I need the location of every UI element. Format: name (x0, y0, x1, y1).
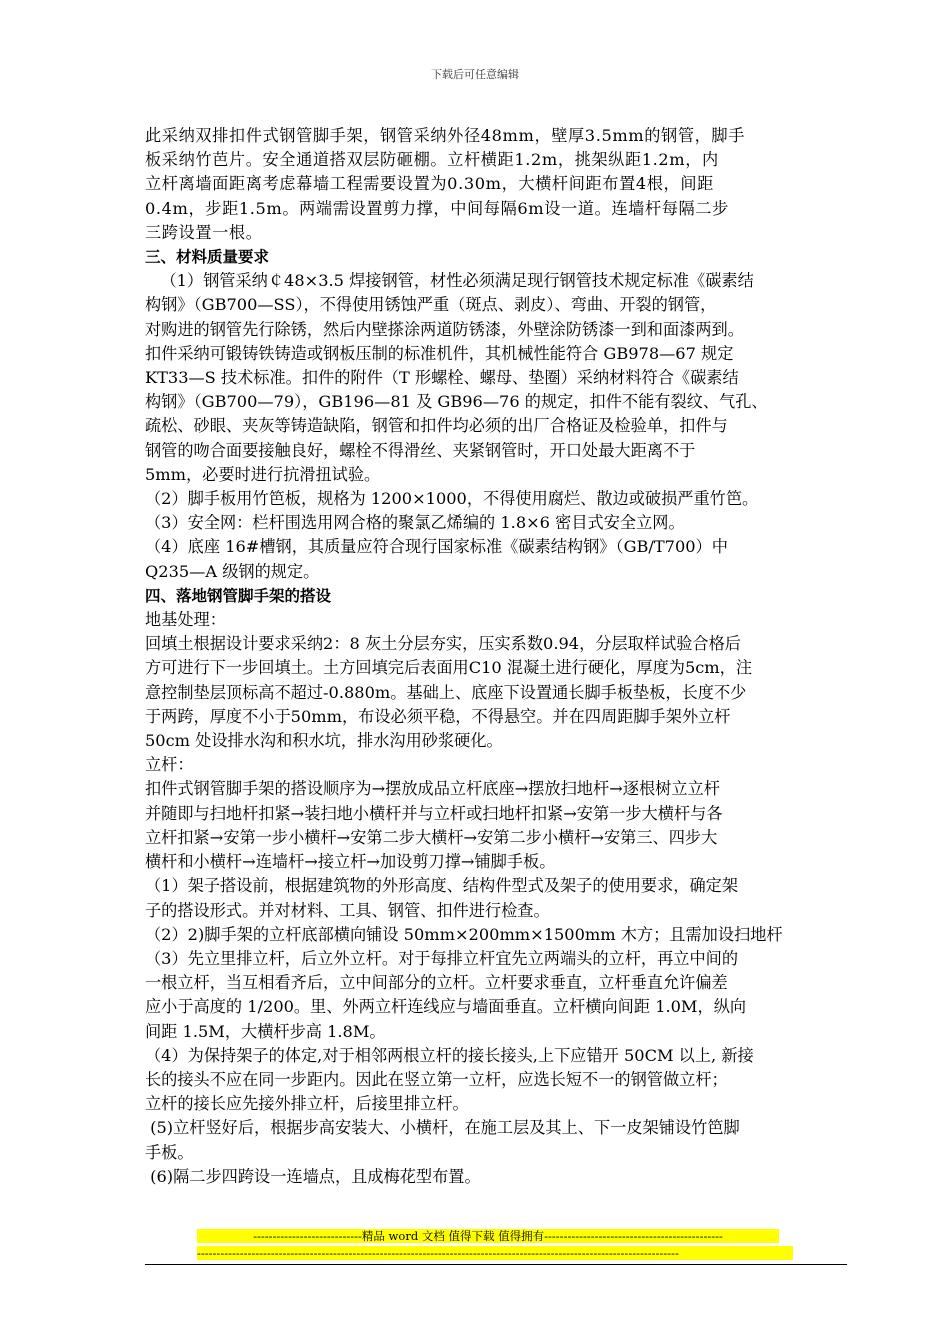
body-line: （4）为保持架子的体定,对于相邻两根立杆的接长接头,上下应错开 50CM 以上, 新接 (145, 1045, 754, 1065)
body-line: （3）安全网：栏杆围选用网合格的聚氯乙烯编的 1.8×6 密目式安全立网。 (145, 513, 685, 533)
footer-dash-line: ---------------------------------------------------------------------------------------------------------------------------- (197, 1246, 793, 1260)
body-line: KT33—S 技术标准。扣件的附件（T 形螺栓、螺母、垫圈）采纳材料符合《碳素结 (145, 368, 739, 388)
body-line: （3）先立里排立杆，后立外立杆。对于每排立杆宜先立两端头的立杆，再立中间的 (145, 948, 739, 968)
body-line: （1）钢管采纳￠48×3.5 焊接钢管，材性必须满足现行钢管技术规定标准《碳素结 (145, 271, 754, 291)
body-line: (5)立杆竖好后，根据步高安装大、小横杆，在施工层及其上、下一皮架铺设竹笆脚 (145, 1118, 740, 1138)
body-line: 0.4m，步距1.5m。两端需设置剪力撑，中间每隔6m设一道。连墙杆每隔二步 (145, 198, 729, 218)
body-line: （4）底座 16#槽钢，其质量应符合现行国家标准《碳素结构钢》（GB/T700）中 (145, 537, 728, 557)
section-heading: 三、材料质量要求 (145, 248, 270, 267)
body-line: 一根立杆，当互相看齐后，立中间部分的立杆。立杆要求垂直，立杆垂直允许偏差 (145, 973, 728, 993)
document-body (145, 124, 857, 1189)
body-line: （2）脚手板用竹笆板，规格为 1200×1000，不得使用腐烂、散边或破损严重竹笆。 (145, 489, 759, 509)
body-line: 方可进行下一步回填土。土方回填完后表面用C10 混凝土进行硬化，厚度为5cm，注 (145, 658, 753, 678)
body-line: Q235—A 级钢的规定。 (145, 561, 320, 581)
body-line: 三跨设置一根。 (145, 222, 263, 242)
body-line: 间距 1.5M，大横杆步高 1.8M。 (145, 1021, 386, 1041)
body-line: 应小于高度的 1/200。里、外两立杆连线应与墙面垂直。立杆横向间距 1.0M，纵向 (145, 997, 747, 1017)
body-line: 立杆离墙面距离考虑幕墙工程需要设置为0.30m，大横杆间距布置4根，间距 (145, 174, 714, 194)
body-line: 5mm，必要时进行抗滑扭试验。 (145, 464, 381, 484)
body-line: 构钢》（GB700—79），GB196—81 及 GB96—76 的规定，扣件不能有裂纹、气孔、 (145, 392, 768, 412)
body-line: 长的接头不应在同一步距内。因此在竖立第一立杆，应选长短不一的钢管做立杆； (145, 1069, 728, 1089)
body-line: 回填土根据设计要求采纳2：8 灰土分层夯实，压实系数0.94，分层取样试验合格后 (145, 634, 741, 654)
body-line: （2）2)脚手架的立杆底部横向铺设 50mm×200mm×1500mm 木方；且需加设扫地杆 (145, 924, 783, 944)
body-line: 扣件采纳可锻铸铁铸造或钢板压制的标准机件，其机械性能符合 GB978—67 规定 (145, 343, 734, 363)
body-line: 子的搭设形式。并对材料、工具、钢管、扣件进行检查。 (145, 900, 550, 920)
body-line: 钢管的吻合面要接触良好，螺栓不得滑丝、夹紧钢管时，开口处最大距离不于 (145, 440, 696, 460)
body-line: 50cm 处设排水沟和积水坑，排水沟用砂浆硬化。 (145, 731, 503, 751)
body-line: 立杆： (145, 755, 194, 775)
body-line: (6)隔二步四跨设一连墙点，且成梅花型布置。 (145, 1166, 481, 1186)
body-line: 立杆的接长应先接外排立杆，后接里排立杆。 (145, 1094, 469, 1114)
footer-banner-line: ----------------------------精品 word 文档 值得下载 值得拥有---------------------------------------------- (197, 1229, 779, 1243)
body-line: 意控制垫层顶标高不超过-0.880m。基础上、底座下设置通长脚手板垫板，长度不少 (145, 682, 747, 702)
body-line: 疏松、砂眼、夹灰等铸造缺陷，钢管和扣件均必须的出厂合格证及检验单，扣件与 (145, 416, 728, 436)
body-line: 手板。 (145, 1142, 194, 1162)
body-line: 横杆和小横杆→连墙杆→接立杆→加设剪刀撑→铺脚手板。 (145, 852, 556, 872)
body-line: 对购进的钢管先行除锈，然后内壁搽涂两道防锈漆，外壁涂防锈漆一到和面漆两到。 (145, 319, 744, 339)
body-line: 板采纳竹芭片。安全通道搭双层防砸棚。立杆横距1.2m，挑架纵距1.2m，内 (145, 150, 719, 170)
footer-divider (145, 1264, 847, 1265)
body-line: 构钢》（GB700—SS），不得使用锈蚀严重（斑点、剥皮）、弯曲、开裂的钢管， (145, 295, 717, 315)
body-line: 并随即与扫地杆扣紧→装扫地小横杆并与立杆或扫地杆扣紧→安第一步大横杆与各 (145, 803, 723, 823)
body-line: 立杆扣紧→安第一步小横杆→安第二步大横杆→安第二步小横杆→安第三、四步大 (145, 827, 718, 847)
section-heading: 四、落地钢管脚手架的搭设 (145, 586, 332, 605)
body-line: 此采纳双排扣件式钢管脚手架，钢管采纳外径48mm，壁厚3.5mm的钢管，脚手 (145, 126, 745, 145)
body-line: 扣件式钢管脚手架的搭设顺序为→摆放成品立杆底座→摆放扫地杆→逐根树立立杆 (145, 779, 720, 799)
body-line: 地基处理： (145, 610, 226, 630)
page-header: 下载后可任意编辑 (431, 68, 519, 81)
body-line: （1）架子搭设前，根据建筑物的外形高度、结构件型式及架子的使用要求，确定架 (145, 876, 739, 896)
body-line: 于两跨，厚度不小于50mm，布设必须平稳，不得悬空。并在四周距脚手架外立杆 (145, 706, 731, 726)
